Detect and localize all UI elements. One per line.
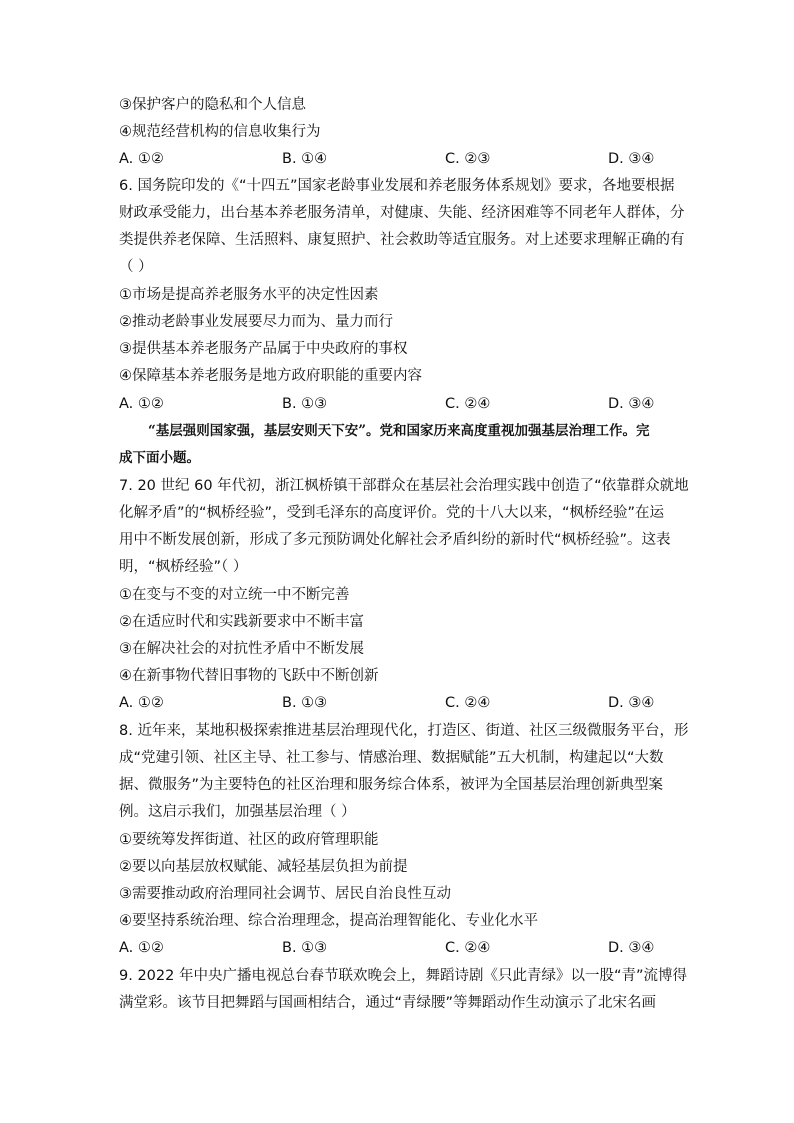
text-line: 满堂彩。该节目把舞蹈与国画相结合，通过“青绿腰”等舞蹈动作生动演示了北宋名画: [119, 995, 657, 1011]
statement-1: ①要统筹发挥街道、社区的政府管理职能: [119, 832, 379, 848]
option-c: C. ②④: [445, 940, 491, 956]
option-b: B. ①④: [282, 151, 328, 167]
statement-3: ③提供基本养老服务产品属于中央政府的事权: [119, 341, 408, 357]
statement-4: ④保障基本养老服务是地方政府职能的重要内容: [119, 368, 422, 384]
text-line: 类提供养老保障、生活照料、康复照护、社会救助等适宜服务。对上述要求理解正确的有: [119, 232, 685, 248]
text-line: ③保护客户的隐私和个人信息: [119, 97, 306, 113]
option-d: D. ③④: [608, 695, 655, 711]
statement-3: ③在解决社会的对抗性矛盾中不断发展: [119, 641, 364, 657]
text-line: 例。这启示我们，加强基层治理（ ）: [119, 804, 356, 820]
statement-2: ②在适应时代和实践新要求中不断丰富: [119, 614, 364, 630]
question-7-text: 7. 20 世纪 60 年代初，浙江枫桥镇干部群众在基层社会治理实践中创造了“依靠群众就地: [119, 478, 689, 494]
option-d: D. ③④: [608, 940, 655, 956]
option-d: D. ③④: [608, 151, 655, 167]
option-a: A. ①②: [119, 151, 164, 167]
text-line: ④规范经营机构的信息收集行为: [119, 124, 321, 140]
statement-2: ②要以向基层放权赋能、减轻基层负担为前提: [119, 859, 408, 875]
answer-options-q5: [119, 149, 659, 169]
statement-4: ④要坚持系统治理、综合治理理念，提高治理智能化、专业化水平: [119, 913, 538, 929]
option-c: C. ②④: [445, 396, 491, 412]
answer-options-q7: [119, 693, 659, 713]
option-a: A. ①②: [119, 396, 164, 412]
answer-options-q6: [119, 394, 659, 414]
text-line: 用中不断发展创新，形成了多元预防调处化解社会矛盾纠纷的新时代“枫桥经验”。这表: [119, 532, 671, 548]
option-c: C. ②③: [445, 151, 491, 167]
option-d: D. ③④: [608, 396, 655, 412]
option-a: A. ①②: [119, 695, 164, 711]
text-line: 明，“枫桥经验”（ ）: [119, 559, 248, 575]
answer-blank: （ ）: [119, 259, 153, 275]
statement-1: ①在变与不变的对立统一中不断完善: [119, 587, 350, 603]
option-b: B. ①③: [282, 396, 328, 412]
question-9-text: 9. 2022 年中央广播电视总台春节联欢晚会上，舞蹈诗剧《只此青绿》以一股“青”流博得: [119, 968, 687, 984]
option-b: B. ①③: [282, 695, 328, 711]
material-intro-cont: 成下面小题。: [119, 450, 200, 466]
statement-2: ②推动老龄事业发展要尽力而为、量力而行: [119, 314, 393, 330]
text-line: 据、微服务”为主要特色的社区治理和服务综合体系，被评为全国基层治理创新典型案: [119, 777, 664, 793]
text-line: 财政承受能力，出台基本养老服务清单，对健康、失能、经济困难等不同老年人群体，分: [119, 205, 685, 221]
answer-options-q8: [119, 938, 659, 958]
statement-1: ①市场是提高养老服务水平的决定性因素: [119, 287, 379, 303]
material-intro: “基层强则国家强，基层安则天下安”。党和国家历来高度重视加强基层治理工作。完: [148, 423, 650, 439]
text-line: 成“党建引领、社区主导、社工参与、情感治理、数据赋能”五大机制，构建起以“大数: [119, 750, 664, 766]
statement-4: ④在新事物代替旧事物的飞跃中不断创新: [119, 668, 379, 684]
option-a: A. ①②: [119, 940, 164, 956]
text-line: 化解矛盾”的“枫桥经验”，受到毛泽东的高度评价。党的十八大以来，“枫桥经验”在运: [119, 505, 665, 521]
question-8-text: 8. 近年来，某地积极探索推进基层治理现代化，打造区、街道、社区三级微服务平台，形: [119, 723, 689, 739]
option-b: B. ①③: [282, 940, 328, 956]
statement-3: ③需要推动政府治理同社会调节、居民自治良性互动: [119, 886, 451, 902]
question-6-text: 6. 国务院印发的《“十四五”国家老龄事业发展和养老服务体系规划》要求，各地要根据: [119, 178, 675, 194]
option-c: C. ②④: [445, 695, 491, 711]
